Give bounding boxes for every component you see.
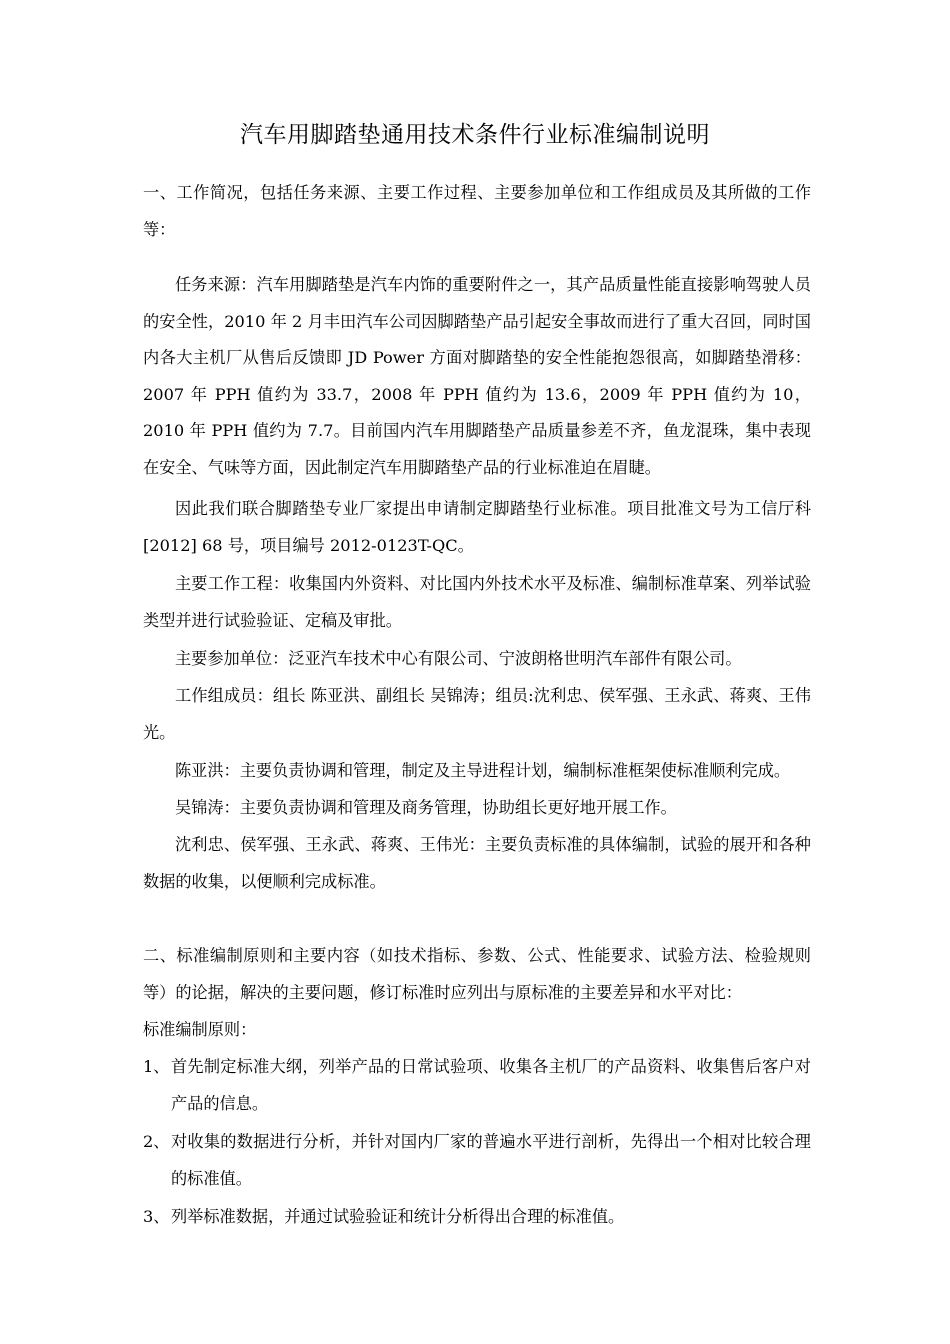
principles-label: 标准编制原则： [143, 1020, 257, 1039]
role-chen-paragraph: 陈亚洪：主要负责协调和管理，制定及主导进程计划，编制标准框架使标准顺利完成。 [175, 761, 791, 780]
document-title: 汽车用脚踏垫通用技术条件行业标准编制说明 [240, 122, 710, 148]
section2-heading: 二、标准编制原则和主要内容（如技术指标、参数、公式、性能要求、试验方法、检验规则等）的论据，解决的主要问题，修订标准时应列出与原标准的主要差异和水平对比： [143, 946, 811, 1002]
list-number: 3、 [143, 1207, 170, 1226]
list-item [143, 1049, 811, 1122]
role-others-paragraph: 沈利忠、侯军强、王永武、蒋爽、王伟光：主要负责标准的具体编制，试验的展开和各种数据的收集，以便顺利完成标准。 [143, 835, 811, 891]
list-item [143, 1124, 811, 1197]
role-wu-paragraph: 吴锦涛：主要负责协调和管理及商务管理，协助组长更好地开展工作。 [175, 798, 677, 817]
list-item [143, 1199, 811, 1236]
main-work-paragraph: 主要工作工程：收集国内外资料、对比国内外技术水平及标准、编制标准草案、列举试验类型并进行试验验证、定稿及审批。 [143, 574, 811, 630]
list-number: 1、 [143, 1057, 170, 1076]
list-text: 列举标准数据，并通过试验验证和统计分析得出合理的标准值。 [171, 1207, 625, 1226]
approval-paragraph: 因此我们联合脚踏垫专业厂家提出申请制定脚踏垫行业标准。项目批准文号为工信厅科[2012] 68 号，项目编号 2012-0123T-QC。 [143, 499, 811, 555]
participants-paragraph: 主要参加单位：泛亚汽车技术中心有限公司、宁波朗格世明汽车部件有限公司。 [175, 649, 742, 668]
list-number: 2、 [143, 1132, 170, 1151]
members-paragraph: 工作组成员：组长 陈亚洪、副组长 吴锦涛；组员:沈利忠、侯军强、王永武、蒋爽、王伟光。 [143, 686, 811, 742]
list-text: 首先制定标准大纲，列举产品的日常试验项、收集各主机厂的产品资料、收集售后客户对产品的信息。 [171, 1057, 811, 1113]
list-text: 对收集的数据进行分析，并针对国内厂家的普遍水平进行剖析，先得出一个相对比较合理的标准值。 [171, 1132, 811, 1188]
task-source-paragraph: 任务来源：汽车用脚踏垫是汽车内饰的重要附件之一，其产品质量性能直接影响驾驶人员的安全性，2010 年 2 月丰田汽车公司因脚踏垫产品引起安全事故而进行了重大召回，同时国内各大主机厂从售后反馈即 JD Power 方面对脚踏垫的安全性能抱怨很高，如脚踏垫滑移：2007 年 PPH 值约为 33.7，2008 年 PPH 值约为 13.6，2009 年 PPH 值约为 10，2010 年 PPH 值约为 7.7。目前国内汽车用脚踏垫产品质量参差不齐，鱼龙混珠，集中表现在安全、气味等方面，因此制定汽车用脚踏垫产品的行业标准迫在眉睫。 [143, 275, 811, 477]
section1-heading: 一、工作简况，包括任务来源、主要工作过程、主要参加单位和工作组成员及其所做的工作等： [143, 183, 811, 239]
